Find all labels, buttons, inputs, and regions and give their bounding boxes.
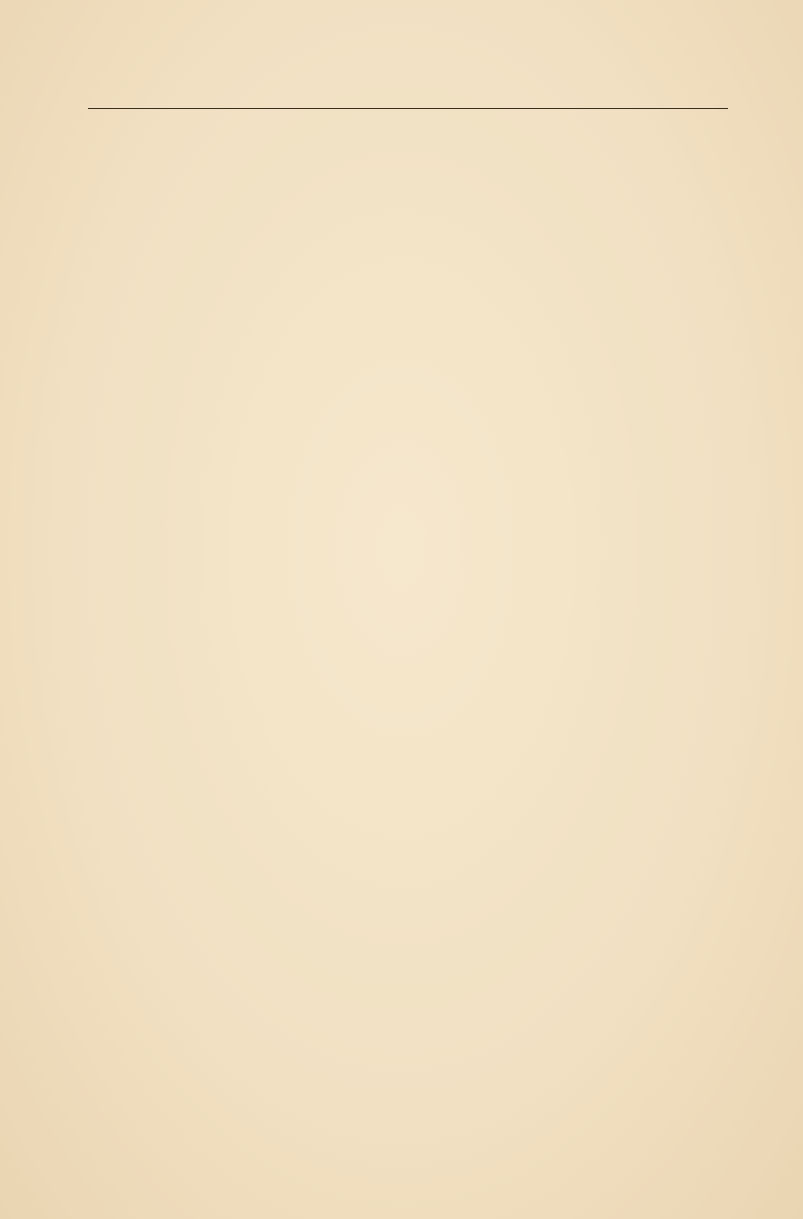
header-rule <box>88 108 728 109</box>
page-header <box>88 76 728 110</box>
